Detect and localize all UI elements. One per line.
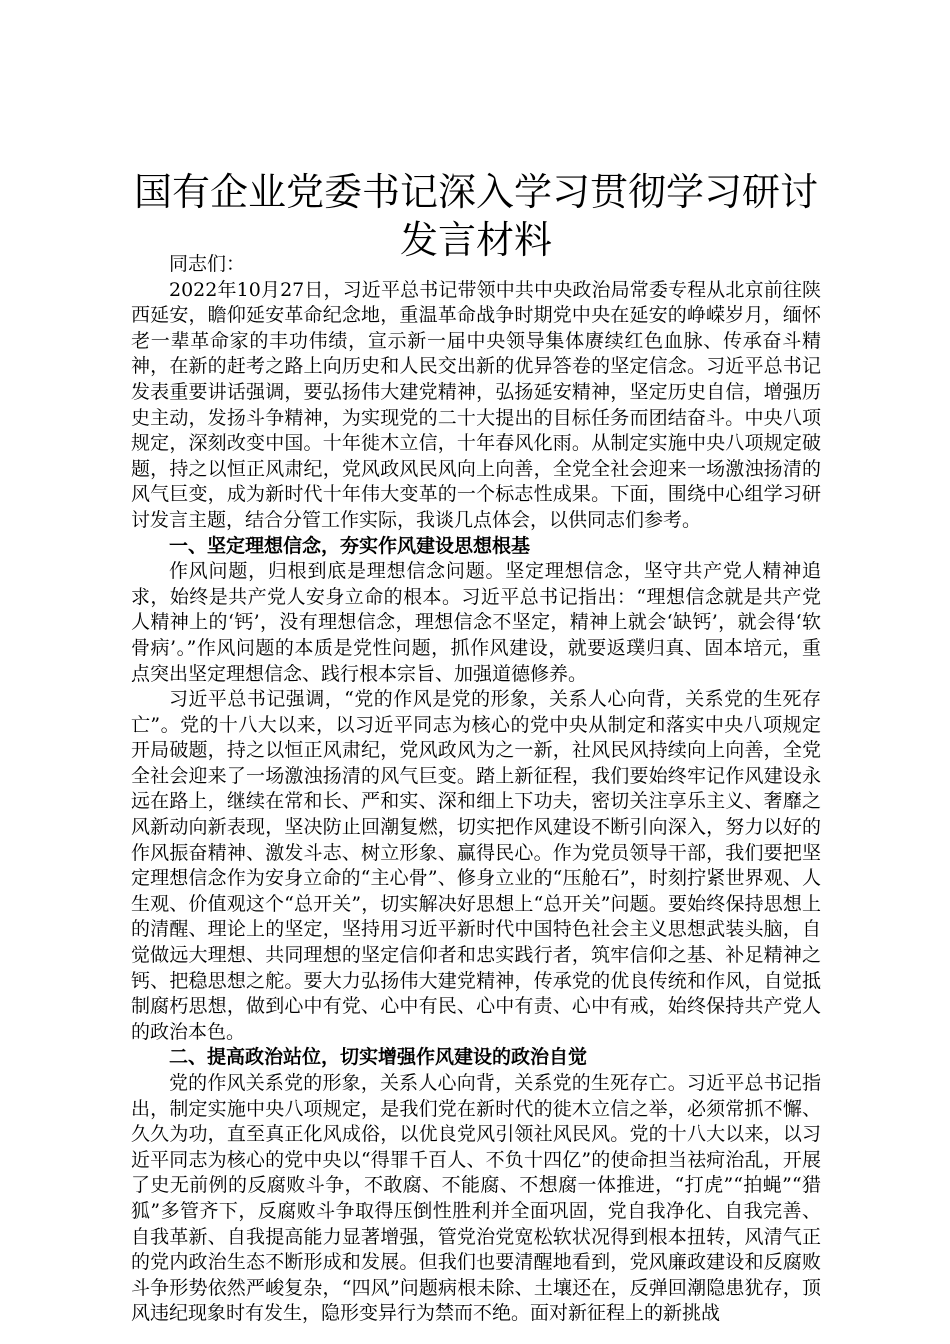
document-body — [131, 252, 821, 1327]
intro-paragraph: 2022年10月27日，习近平总书记带领中共中央政治局常委专程从北京前往陕西延安，瞻仰延安革命纪念地，重温革命战争时期党中央在延安的峥嵘岁月，缅怀老一辈革命家的丰功伟绩，宣示新一届中央领导集体赓续红色血脉、传承奋斗精神，在新的赶考之路上向历史和人民交出新的优异答卷的坚定信念。习近平总书记发表重要讲话强调，要弘扬伟大建党精神，弘扬延安精神，坚定历史自信，增强历史主动，发扬斗争精神，为实现党的二十大提出的目标任务而团结奋斗。中央八项规定，深刻改变中国。十年徙木立信，十年春风化雨。从制定实施中央八项规定破题，持之以恒正风肃纪，党风政风民风向上向善，全党全社会迎来一场激浊扬清的风气巨变，成为新时代十年伟大变革的一个标志性成果。下面，围绕中心组学习研讨发言主题，结合分管工作实际，我谈几点体会，以供同志们参考。 — [131, 278, 821, 531]
section-1-heading: 一、坚定理想信念，夯实作风建设思想根基 — [169, 534, 531, 557]
salutation: 同志们： — [169, 253, 246, 275]
section-1-paragraph: 习近平总书记强调，“党的作风是党的形象，关系人心向背，关系党的生死存亡”。党的十八大以来，以习近平同志为核心的党中央从制定和落实中央八项规定开局破题，持之以恒正风肃纪，党风政风为之一新，社风民风持续向上向善，全党全社会迎来了一场激浊扬清的风气巨变。踏上新征程，我们要始终牢记作风建设永远在路上，继续在常和长、严和实、深和细上下功夫，密切关注享乐主义、奢靡之风新动向新表现，坚决防止回潮复燃，切实把作风建设不断引向深入，努力以好的作风振奋精神、激发斗志、树立形象、赢得民心。作为党员领导干部，我们要把坚定理想信念作为安身立命的“主心骨”、修身立业的“压舱石”，时刻拧紧世界观、人生观、价值观这个“总开关”，切实解决好思想上“总开关”问题。要始终保持思想上的清醒、理论上的坚定，坚持用习近平新时代中国特色社会主义思想武装头脑，自觉做远大理想、共同理想的坚定信仰者和忠实践行者，筑牢信仰之基、补足精神之钙、把稳思想之舵。要大力弘扬伟大建党精神，传承党的优良传统和作风，自觉抵制腐朽思想，做到心中有党、心中有民、心中有责、心中有戒，始终保持共产党人的政治本色。 — [131, 688, 821, 1043]
document-title: 国有企业党委书记深入学习贯彻学习研讨发言材料 — [133, 170, 818, 262]
section-1-paragraph: 作风问题，归根到底是理想信念问题。坚定理想信念，坚守共产党人精神追求，始终是共产党人安身立命的根本。习近平总书记指出：“理想信念就是共产党人精神上的‘钙’，没有理想信念，理想信念不坚定，精神上就会‘缺钙’，就会得‘软骨病’。”作风问题的本质是党性问题，抓作风建设，就要返璞归真、固本培元，重点突出坚定理想信念、践行根本宗旨、加强道德修养。 — [131, 560, 821, 685]
section-2-paragraph: 党的作风关系党的形象，关系人心向背，关系党的生死存亡。习近平总书记指出，制定实施中央八项规定，是我们党在新时代的徙木立信之举，必须常抓不懈、久久为功，直至真正化风成俗，以优良党风引领社风民风。党的十八大以来，以习近平同志为核心的党中央以“得罪千百人、不负十四亿”的使命担当祛疴治乱，开展了史无前例的反腐败斗争，不敢腐、不能腐、不想腐一体推进，“打虎”“拍蝇”“猎狐”多管齐下，反腐败斗争取得压倒性胜利并全面巩固，党自我净化、自我完善、自我革新、自我提高能力显著增强，管党治党宽松软状况得到根本扭转，风清气正的党内政治生态不断形成和发展。但我们也要清醒地看到，党风廉政建设和反腐败斗争形势依然严峻复杂，“四风”问题病根未除、土壤还在，反弹回潮隐患犹存，顶风违纪现象时有发生，隐形变异行为禁而不绝。面对新征程上的新挑战 — [131, 1072, 821, 1325]
section-2-heading: 二、提高政治站位，切实增强作风建设的政治自觉 — [169, 1046, 588, 1069]
